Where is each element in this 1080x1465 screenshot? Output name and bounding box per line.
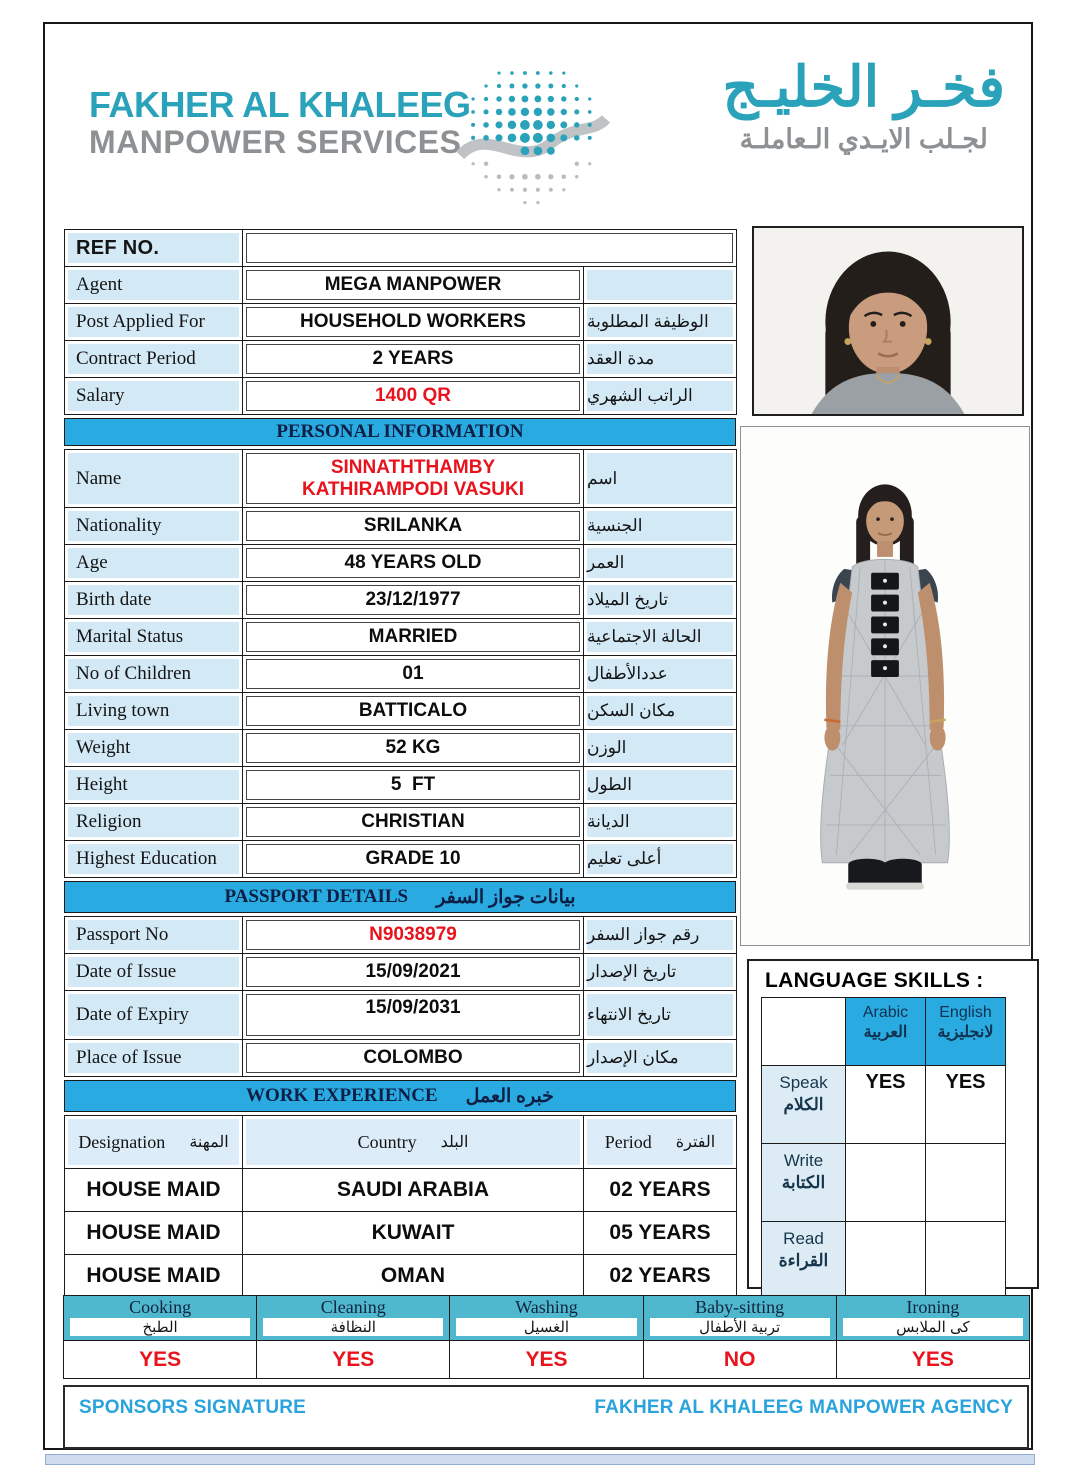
personal-info-header <box>64 418 736 446</box>
post-applied-arabic: الوظيفة المطلوبة <box>587 307 733 337</box>
weight-label: Weight <box>68 733 239 763</box>
passport-table <box>64 916 737 1077</box>
birthdate-value: 23/12/1977 <box>246 585 580 615</box>
children-label: No of Children <box>68 659 239 689</box>
table-row <box>65 767 737 804</box>
agent-arabic <box>587 270 733 300</box>
work-period: 02 YEARS <box>587 1258 733 1294</box>
living-town-label: Living town <box>68 696 239 726</box>
age-arabic: العمر <box>587 548 733 578</box>
table-row <box>65 954 737 991</box>
babysitting-label-en: Baby-sitting <box>695 1297 785 1317</box>
table-row <box>65 304 737 341</box>
cooking-header <box>64 1296 257 1341</box>
washing-header <box>450 1296 643 1341</box>
salary-value: 1400 QR <box>246 381 580 411</box>
salary-arabic: الراتب الشهري <box>587 381 733 411</box>
speak-english-value: YES <box>926 1066 1006 1144</box>
contract-period-label: Contract Period <box>68 344 239 374</box>
speak-label-ar: الكلام <box>783 1095 824 1115</box>
issue-place-arabic: مكان الإصدار <box>587 1043 733 1073</box>
agency-signature-label: FAKHER AL KHALEEG MANPOWER AGENCY <box>594 1397 1013 1418</box>
issue-date-label: Date of Issue <box>68 957 239 987</box>
issue-place-label: Place of Issue <box>68 1043 239 1073</box>
table-row <box>65 378 737 415</box>
table-row <box>64 1296 1030 1341</box>
passport-photo-illustration <box>754 228 1022 414</box>
brand-arabic <box>722 55 1005 154</box>
country-column-header-ar: البلد <box>440 1134 469 1151</box>
marital-status-label: Marital Status <box>68 622 239 652</box>
work-experience-header <box>64 1080 736 1112</box>
name-value <box>246 453 580 504</box>
contract-period-value: 2 YEARS <box>246 344 580 374</box>
work-period: 05 YEARS <box>587 1215 733 1251</box>
name-line2: KATHIRAMPODI VASUKI <box>301 478 525 500</box>
name-label: Name <box>68 453 239 504</box>
nationality-arabic: الجنسية <box>587 511 733 541</box>
cleaning-header <box>257 1296 450 1341</box>
language-skills-panel <box>747 959 1039 1289</box>
work-country: KUWAIT <box>246 1215 580 1251</box>
children-value: 01 <box>246 659 580 689</box>
cooking-label-ar: الطبخ <box>70 1318 250 1336</box>
agent-label: Agent <box>68 270 239 300</box>
passport-details-title-ar: بيانات جواز السفر <box>436 886 576 908</box>
ironing-label-en: Ironing <box>906 1297 960 1317</box>
table-row <box>65 508 737 545</box>
write-row-label <box>762 1144 846 1222</box>
personal-info-title: PERSONAL INFORMATION <box>276 421 524 442</box>
work-designation: HOUSE MAID <box>68 1215 239 1251</box>
cleaning-label-en: Cleaning <box>320 1297 386 1317</box>
post-applied-value: HOUSEHOLD WORKERS <box>246 307 580 337</box>
write-label-ar: الكتابة <box>781 1173 826 1193</box>
work-experience-title-en: WORK EXPERIENCE <box>246 1085 438 1106</box>
period-column-header-ar: الفترة <box>675 1134 716 1151</box>
table-row <box>762 1222 1006 1300</box>
table-row <box>65 693 737 730</box>
passport-no-value: N9038979 <box>246 920 580 950</box>
read-row-label <box>762 1222 846 1300</box>
table-row <box>65 841 737 878</box>
cleaning-value: YES <box>332 1347 375 1371</box>
passport-no-arabic: رقم جواز السفر <box>587 920 733 950</box>
birthdate-label: Birth date <box>68 585 239 615</box>
nationality-label: Nationality <box>68 511 239 541</box>
full-body-photo <box>740 426 1030 946</box>
table-row <box>65 267 737 304</box>
height-value: 5 FT <box>246 770 580 800</box>
babysitting-value: NO <box>723 1347 756 1371</box>
english-column-en: English <box>939 1004 992 1021</box>
write-arabic-value <box>846 1144 926 1222</box>
arabic-column-ar: العربية <box>863 1024 908 1041</box>
living-town-value: BATTICALO <box>246 696 580 726</box>
speak-arabic-value: YES <box>846 1066 926 1144</box>
expiry-date-arabic: تاريخ الانتهاء <box>587 994 733 1036</box>
issue-date-arabic: تاريخ الإصدار <box>587 957 733 987</box>
english-column-ar: لانجليزية <box>937 1024 994 1041</box>
period-column-header: Period <box>604 1131 652 1152</box>
expiry-date-value: 15/09/2031 <box>246 994 580 1036</box>
table-row <box>65 341 737 378</box>
children-arabic: عددالأطفال <box>587 659 733 689</box>
work-designation: HOUSE MAID <box>68 1172 239 1208</box>
ironing-label-ar: كى الملابس <box>843 1318 1023 1336</box>
contract-period-arabic: مدة العقد <box>587 344 733 374</box>
issue-date-value: 15/09/2021 <box>246 957 580 987</box>
table-row <box>65 1040 737 1077</box>
ref-no-label: REF NO. <box>76 236 160 259</box>
table-row <box>65 1116 737 1169</box>
cooking-label-en: Cooking <box>129 1297 192 1317</box>
empty-corner-cell <box>762 998 846 1066</box>
ironing-value: YES <box>911 1347 954 1371</box>
education-arabic: أعلى تعليم <box>587 844 733 874</box>
write-label-en: Write <box>783 1151 824 1170</box>
marital-status-arabic: الحالة الاجتماعية <box>587 622 733 652</box>
height-arabic: الطول <box>587 770 733 800</box>
brand-tagline-english: MANPOWER SERVICES <box>89 123 462 160</box>
table-row <box>65 730 737 767</box>
work-experience-table <box>64 1115 737 1318</box>
table-row <box>65 656 737 693</box>
nationality-value: SRILANKA <box>246 511 580 541</box>
weight-value: 52 KG <box>246 733 580 763</box>
agent-value: MEGA MANPOWER <box>246 270 580 300</box>
babysitting-header <box>643 1296 836 1341</box>
sponsors-signature-label: SPONSORS SIGNATURE <box>79 1397 307 1418</box>
passport-photo <box>752 226 1024 416</box>
table-row <box>65 230 737 267</box>
table-row <box>65 545 737 582</box>
birthdate-arabic: تاريخ الميلاد <box>587 585 733 615</box>
table-row <box>65 1255 737 1298</box>
issue-place-value: COLOMBO <box>246 1043 580 1073</box>
brand-tagline-arabic: لجـلب الايـدي الـعاملـة <box>739 123 988 154</box>
brand-english <box>89 86 471 159</box>
speak-row-label <box>762 1066 846 1144</box>
brand-name-arabic: فخـر الخليـج <box>722 55 1005 118</box>
table-row <box>65 582 737 619</box>
ref-no-value <box>246 233 733 263</box>
table-row <box>64 1341 1030 1379</box>
age-label: Age <box>68 548 239 578</box>
read-label-en: Read <box>783 1229 824 1248</box>
signature-footer <box>63 1385 1029 1449</box>
living-town-arabic: مكان السكن <box>587 696 733 726</box>
designation-column-header: Designation <box>78 1131 166 1152</box>
page-bottom-strip <box>45 1454 1035 1465</box>
height-label: Height <box>68 770 239 800</box>
read-label-ar: القراءة <box>778 1251 829 1271</box>
ironing-header <box>836 1296 1029 1341</box>
washing-label-en: Washing <box>515 1297 578 1317</box>
religion-value: CHRISTIAN <box>246 807 580 837</box>
passport-details-title-en: PASSPORT DETAILS <box>224 886 409 907</box>
age-value: 48 YEARS OLD <box>246 548 580 578</box>
table-row <box>65 450 737 508</box>
country-column-header: Country <box>357 1131 417 1152</box>
babysitting-label-ar: تربية الأطفال <box>650 1318 830 1336</box>
arabic-column-header <box>846 998 926 1066</box>
work-period: 02 YEARS <box>587 1172 733 1208</box>
read-arabic-value <box>846 1222 926 1300</box>
religion-label: Religion <box>68 807 239 837</box>
cleaning-label-ar: النظافة <box>263 1318 443 1336</box>
language-skills-table <box>761 997 1006 1300</box>
language-skills-title: LANGUAGE SKILLS : <box>765 969 984 992</box>
work-country: OMAN <box>246 1258 580 1294</box>
table-row <box>65 917 737 954</box>
work-experience-title-ar: خبره العمل <box>465 1085 554 1107</box>
designation-column-header-ar: المهنة <box>189 1134 229 1151</box>
arabic-column-en: Arabic <box>862 1004 909 1021</box>
english-column-header <box>926 998 1006 1066</box>
passport-no-label: Passport No <box>68 920 239 950</box>
education-value: GRADE 10 <box>246 844 580 874</box>
passport-details-header <box>64 881 736 913</box>
write-english-value <box>926 1144 1006 1222</box>
table-row <box>65 1212 737 1255</box>
cooking-value: YES <box>139 1347 182 1371</box>
table-row <box>762 1144 1006 1222</box>
globe-logo-icon <box>450 52 612 214</box>
table-row <box>65 619 737 656</box>
read-english-value <box>926 1222 1006 1300</box>
post-applied-label: Post Applied For <box>68 307 239 337</box>
name-arabic: اسم <box>587 453 733 504</box>
salary-label: Salary <box>68 381 239 411</box>
washing-value: YES <box>525 1347 568 1371</box>
personal-info-table <box>64 449 737 878</box>
table-row <box>65 991 737 1040</box>
name-line1: SINNATHTHAMBY <box>330 456 496 478</box>
weight-arabic: الوزن <box>587 733 733 763</box>
table-row <box>762 998 1006 1066</box>
top-info-table <box>64 229 737 415</box>
household-skills-table <box>63 1295 1030 1379</box>
education-label: Highest Education <box>68 844 239 874</box>
expiry-date-label: Date of Expiry <box>68 994 239 1036</box>
speak-label-en: Speak <box>779 1073 828 1092</box>
table-row <box>762 1066 1006 1144</box>
full-body-photo-illustration <box>741 427 1029 945</box>
religion-arabic: الديانة <box>587 807 733 837</box>
table-row <box>65 804 737 841</box>
table-row <box>65 1169 737 1212</box>
marital-status-value: MARRIED <box>246 622 580 652</box>
work-designation: HOUSE MAID <box>68 1258 239 1294</box>
washing-label-ar: الغسيل <box>456 1318 636 1336</box>
document-page <box>43 22 1033 1450</box>
work-country: SAUDI ARABIA <box>246 1172 580 1208</box>
brand-name-english: FAKHER AL KHALEEG <box>89 84 471 125</box>
main-tables <box>64 229 736 1318</box>
